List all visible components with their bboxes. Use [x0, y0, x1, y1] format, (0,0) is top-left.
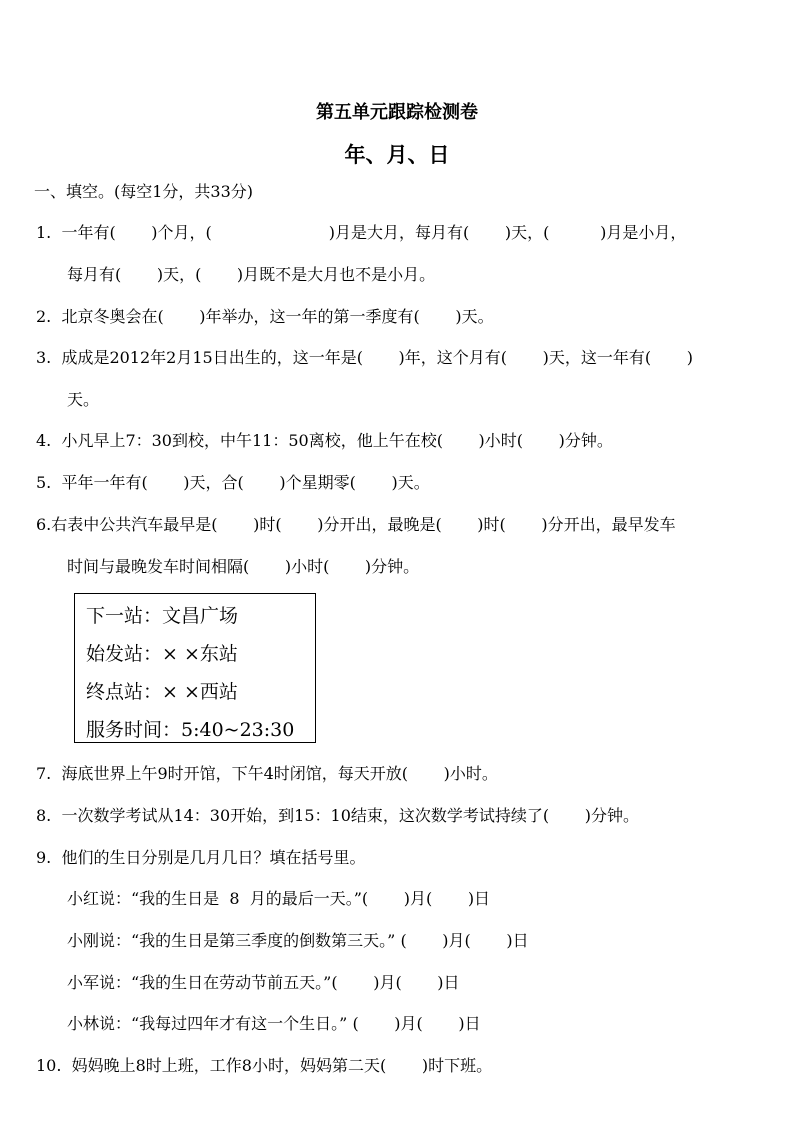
- question-6-line-2: 时间与最晚发车时间相隔( )小时( )分钟。: [67, 557, 420, 576]
- exam-title: 第五单元跟踪检测卷: [316, 102, 478, 123]
- question-3-line-1: 3. 成成是2012年2月15日出生的，这一年是( )年，这个月有( )天，这一年有( ): [36, 348, 693, 367]
- question-7: 7. 海底世界上午9时开馆，下午4时闭馆，每天开放( )小时。: [36, 764, 498, 783]
- question-8: 8. 一次数学考试从14：30开始，到15：10结束，这次数学考试持续了( )分钟。: [36, 806, 639, 825]
- exam-subtitle: 年、月、日: [344, 142, 450, 167]
- question-6-line-1: 6.右表中公共汽车最早是( )时( )分开出，最晚是( )时( )分开出，最早发车: [36, 515, 676, 534]
- birthday-xiaojun: 小军说：“我的生日在劳动节前五天。”( )月( )日: [67, 973, 460, 992]
- timetable-next-stop: 下一站：文昌广场: [86, 605, 239, 627]
- timetable-service-hours: 服务时间：5:40~23:30: [86, 719, 295, 741]
- question-3-line-2: 天。: [67, 390, 100, 409]
- question-5: 5. 平年一年有( )天，合( )个星期零( )天。: [36, 473, 430, 492]
- bus-timetable: [74, 593, 316, 743]
- question-1-line-1: 1. 一年有( )个月，( )月是大月，每月有( )天，( )月是小月，: [36, 223, 687, 242]
- question-9: 9. 他们的生日分别是几月几日？填在括号里。: [36, 848, 366, 867]
- timetable-end-station: 终点站：× ×西站: [86, 681, 238, 703]
- question-2: 2. 北京冬奥会在( )年举办，这一年的第一季度有( )天。: [36, 307, 494, 326]
- question-10: 10. 妈妈晚上8时上班，工作8小时，妈妈第二天( )时下班。: [36, 1056, 493, 1075]
- birthday-xiaolin: 小林说：“我每过四年才有这一个生日。” ( )月( )日: [67, 1014, 481, 1033]
- question-4: 4. 小凡早上7：30到校，中午11：50离校，他上午在校( )小时( )分钟。: [36, 431, 613, 450]
- section-heading: 一、填空。(每空1分，共33分): [34, 182, 254, 201]
- birthday-xiaohong: 小红说：“我的生日是 8 月的最后一天。”( )月( )日: [67, 889, 491, 908]
- question-1-line-2: 每月有( )天，( )月既不是大月也不是小月。: [67, 265, 436, 284]
- birthday-xiaogang: 小刚说：“我的生日是第三季度的倒数第三天。” ( )月( )日: [67, 931, 529, 950]
- timetable-start-station: 始发站：× ×东站: [86, 643, 238, 665]
